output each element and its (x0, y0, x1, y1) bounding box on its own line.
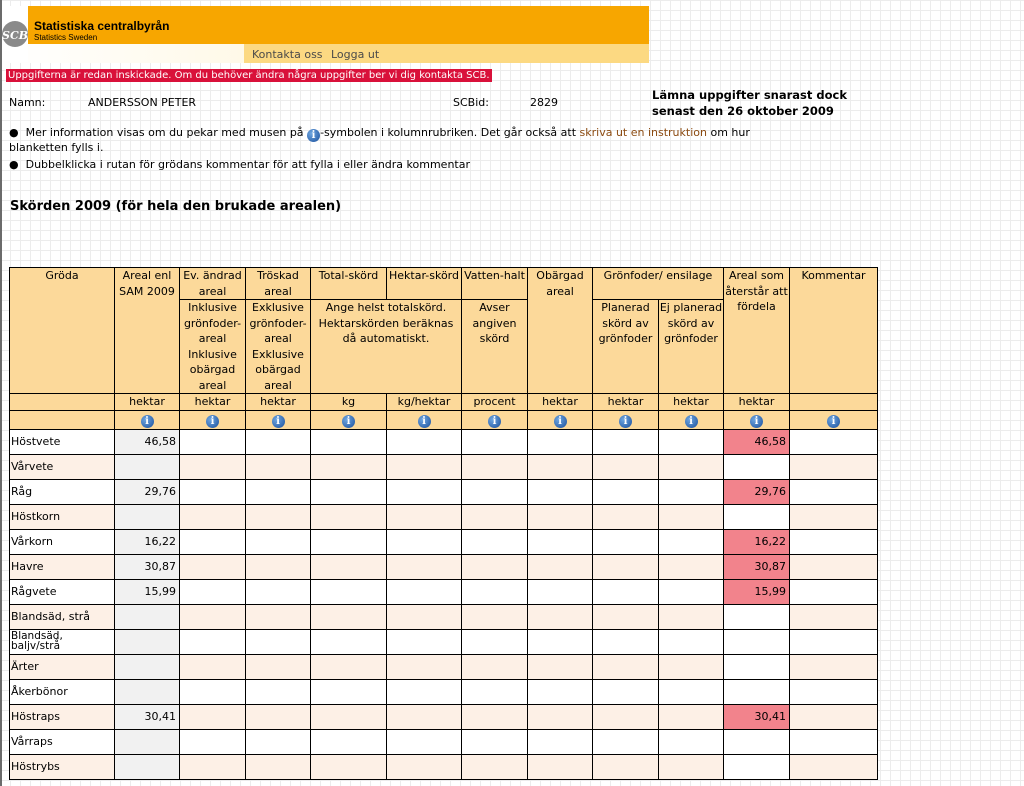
unharvested-input[interactable] (528, 704, 593, 729)
info-icon-cell (724, 410, 790, 429)
unplanned-fodder-input[interactable] (659, 504, 724, 529)
water-content-input[interactable] (462, 629, 528, 654)
name-value: ANDERSSON PETER (88, 96, 197, 109)
remaining-area-cell (724, 504, 790, 529)
instruction-2-text: Dubbelklicka i rutan för grödans kommentar för att fylla i eller ändra kommentar (25, 158, 470, 171)
org-subtitle: Statistics Sweden (34, 33, 98, 42)
header-fade (2, 44, 244, 63)
area-sam-cell: 29,76 (115, 479, 180, 504)
crop-name: Vårkorn (10, 529, 115, 554)
changed-area-input[interactable] (180, 679, 246, 704)
comment-cell[interactable] (790, 654, 878, 679)
hectare-harvest-input[interactable] (387, 554, 462, 579)
water-content-input[interactable] (462, 579, 528, 604)
planned-fodder-input[interactable] (593, 479, 659, 504)
instruction-bullet-2 (9, 158, 470, 171)
comment-cell[interactable] (790, 754, 878, 779)
remaining-area-cell (724, 604, 790, 629)
table-row (10, 629, 878, 654)
info-icon[interactable]: i (827, 415, 840, 428)
table-row (10, 704, 878, 729)
area-sam-cell (115, 754, 180, 779)
remaining-area-cell (724, 454, 790, 479)
planned-fodder-input[interactable] (593, 754, 659, 779)
unit-crop (10, 394, 115, 411)
table-row (10, 554, 878, 579)
unharvested-input[interactable] (528, 504, 593, 529)
unharvested-input[interactable] (528, 654, 593, 679)
changed-area-input[interactable] (180, 529, 246, 554)
instruction-bullet-1 (9, 126, 750, 142)
remaining-area-cell (724, 654, 790, 679)
changed-area-input[interactable] (180, 704, 246, 729)
instruction-1-post: om hur (710, 126, 750, 139)
total-harvest-input[interactable] (311, 529, 387, 554)
info-icon[interactable]: i (554, 415, 567, 428)
unit-cell (790, 394, 878, 411)
unit-cell: kg (311, 394, 387, 411)
deadline-line-1: Lämna uppgifter snarast dock (652, 88, 847, 102)
total-harvest-input[interactable] (311, 704, 387, 729)
unplanned-fodder-input[interactable] (659, 479, 724, 504)
unharvested-input[interactable] (528, 529, 593, 554)
total-harvest-input[interactable] (311, 604, 387, 629)
changed-area-input[interactable] (180, 579, 246, 604)
name-label: Namn: (9, 96, 46, 109)
planned-fodder-input[interactable] (593, 654, 659, 679)
comment-cell[interactable] (790, 729, 878, 754)
window-left-border (0, 0, 2, 786)
col-subheader-harvest: Ange helst totalskörd. Hektarskörden beräknas då automatiskt. (311, 300, 462, 394)
unit-cell: procent (462, 394, 528, 411)
unplanned-fodder-input[interactable] (659, 554, 724, 579)
hectare-harvest-input[interactable] (387, 754, 462, 779)
threshed-area-input[interactable] (246, 629, 311, 654)
hectare-harvest-input[interactable] (387, 479, 462, 504)
total-harvest-input[interactable] (311, 729, 387, 754)
col-subheader-threshed-area: Exklusive grönfoder-areal Exklusive obärgad areal (246, 300, 311, 394)
unplanned-fodder-input[interactable] (659, 729, 724, 754)
comment-cell[interactable] (790, 604, 878, 629)
info-icon-cell (387, 410, 462, 429)
area-sam-cell (115, 679, 180, 704)
changed-area-input[interactable] (180, 604, 246, 629)
info-icon[interactable]: i (141, 415, 154, 428)
table-row (10, 579, 878, 604)
threshed-area-input[interactable] (246, 529, 311, 554)
unharvested-input[interactable] (528, 554, 593, 579)
notice-banner: Uppgifterna är redan inskickade. Om du behöver ändra några uppgifter ber vi dig kontakta SCB. (8, 70, 490, 81)
planned-fodder-input[interactable] (593, 604, 659, 629)
scb-logo (2, 6, 28, 62)
crop-name: Rågvete (10, 579, 115, 604)
col-header-water-content: Vatten-halt (462, 268, 528, 300)
logout-link[interactable]: Logga ut (331, 48, 380, 61)
crop-name: Höstkorn (10, 504, 115, 529)
col-subheader-water: Avser angiven skörd (462, 300, 528, 394)
unharvested-input[interactable] (528, 729, 593, 754)
col-header-hectare-harvest: Hektar-skörd (387, 268, 462, 300)
remaining-area-cell: 30,87 (724, 554, 790, 579)
area-sam-cell (115, 604, 180, 629)
unharvested-input[interactable] (528, 629, 593, 654)
table-row (10, 754, 878, 779)
contact-link[interactable]: Kontakta oss (252, 48, 323, 61)
table-row (10, 429, 878, 454)
unit-cell: hektar (724, 394, 790, 411)
water-content-input[interactable] (462, 529, 528, 554)
changed-area-input[interactable] (180, 754, 246, 779)
col-subheader-unplanned: Ej planerad skörd av grönfoder (659, 300, 724, 394)
total-harvest-input[interactable] (311, 429, 387, 454)
table-row (10, 479, 878, 504)
crop-name: Höstvete (10, 429, 115, 454)
remaining-area-cell: 29,76 (724, 479, 790, 504)
unit-cell: hektar (528, 394, 593, 411)
crop-name: Havre (10, 554, 115, 579)
info-icon-cell (659, 410, 724, 429)
area-sam-cell: 15,99 (115, 579, 180, 604)
area-sam-cell (115, 629, 180, 654)
info-icon[interactable]: i (206, 415, 219, 428)
planned-fodder-input[interactable] (593, 454, 659, 479)
total-harvest-input[interactable] (311, 754, 387, 779)
unplanned-fodder-input[interactable] (659, 704, 724, 729)
planned-fodder-input[interactable] (593, 554, 659, 579)
unharvested-input[interactable] (528, 479, 593, 504)
info-icon-cell (593, 410, 659, 429)
info-icon[interactable]: i (750, 415, 763, 428)
hectare-harvest-input[interactable] (387, 654, 462, 679)
threshed-area-input[interactable] (246, 479, 311, 504)
changed-area-input[interactable] (180, 554, 246, 579)
section-title: Skörden 2009 (för hela den brukade arealen) (10, 199, 342, 214)
unplanned-fodder-input[interactable] (659, 454, 724, 479)
crop-name: Blandsäd, strå (10, 604, 115, 629)
unplanned-fodder-input[interactable] (659, 604, 724, 629)
planned-fodder-input[interactable] (593, 504, 659, 529)
unit-cell: hektar (246, 394, 311, 411)
comment-cell[interactable] (790, 629, 878, 654)
changed-area-input[interactable] (180, 429, 246, 454)
col-header-crop: Gröda (10, 268, 115, 394)
unit-cell: hektar (659, 394, 724, 411)
planned-fodder-input[interactable] (593, 429, 659, 454)
hectare-harvest-input[interactable] (387, 454, 462, 479)
area-sam-cell (115, 654, 180, 679)
water-content-input[interactable] (462, 679, 528, 704)
threshed-area-input[interactable] (246, 704, 311, 729)
area-sam-cell: 46,58 (115, 429, 180, 454)
info-icon-cell (311, 410, 387, 429)
changed-area-input[interactable] (180, 654, 246, 679)
info-icon[interactable]: i (488, 415, 501, 428)
hectare-harvest-input[interactable] (387, 629, 462, 654)
nav-bar (244, 44, 649, 63)
threshed-area-input[interactable] (246, 679, 311, 704)
water-content-input[interactable] (462, 654, 528, 679)
crop-name: Höstraps (10, 704, 115, 729)
planned-fodder-input[interactable] (593, 729, 659, 754)
remaining-area-cell: 46,58 (724, 429, 790, 454)
changed-area-input[interactable] (180, 479, 246, 504)
unit-cell: kg/hektar (387, 394, 462, 411)
comment-cell[interactable] (790, 679, 878, 704)
comment-cell[interactable] (790, 554, 878, 579)
col-header-remaining-area: Areal som återstår att fördela (724, 268, 790, 394)
col-subheader-planned: Planerad skörd av grönfoder (593, 300, 659, 394)
unit-cell: hektar (593, 394, 659, 411)
table-row (10, 529, 878, 554)
water-content-input[interactable] (462, 754, 528, 779)
unplanned-fodder-input[interactable] (659, 579, 724, 604)
info-icon-cell (528, 410, 593, 429)
water-content-input[interactable] (462, 429, 528, 454)
comment-cell[interactable] (790, 704, 878, 729)
scbid-value: 2829 (530, 96, 558, 109)
area-sam-cell (115, 504, 180, 529)
threshed-area-input[interactable] (246, 454, 311, 479)
remaining-area-cell (724, 729, 790, 754)
threshed-area-input[interactable] (246, 554, 311, 579)
crop-name: Åkerbönor (10, 679, 115, 704)
hectare-harvest-input[interactable] (387, 729, 462, 754)
comment-cell[interactable] (790, 429, 878, 454)
col-header-unharvested: Obärgad areal (528, 268, 593, 394)
info-icon-cell (462, 410, 528, 429)
planned-fodder-input[interactable] (593, 629, 659, 654)
remaining-area-cell: 30,41 (724, 704, 790, 729)
water-content-input[interactable] (462, 604, 528, 629)
hectare-harvest-input[interactable] (387, 679, 462, 704)
comment-cell[interactable] (790, 529, 878, 554)
col-header-comment: Kommentar (790, 268, 878, 394)
water-content-input[interactable] (462, 729, 528, 754)
unit-cell: hektar (180, 394, 246, 411)
bullet-icon: ● (9, 158, 19, 171)
unharvested-input[interactable] (528, 754, 593, 779)
info-icon-cell (246, 410, 311, 429)
instruction-1-line2: blanketten fylls i. (9, 141, 104, 154)
crop-name: Vårraps (10, 729, 115, 754)
info-icon: i (307, 129, 320, 142)
unharvested-input[interactable] (528, 579, 593, 604)
unplanned-fodder-input[interactable] (659, 679, 724, 704)
water-content-input[interactable] (462, 504, 528, 529)
planned-fodder-input[interactable] (593, 579, 659, 604)
harvest-table (9, 267, 878, 780)
scbid-label: SCBid: (453, 96, 489, 109)
table-row (10, 729, 878, 754)
unplanned-fodder-input[interactable] (659, 429, 724, 454)
table-row (10, 654, 878, 679)
unit-cell: hektar (115, 394, 180, 411)
total-harvest-input[interactable] (311, 679, 387, 704)
org-name: Statistiska centralbyrån (34, 19, 170, 33)
total-harvest-input[interactable] (311, 579, 387, 604)
total-harvest-input[interactable] (311, 554, 387, 579)
hectare-harvest-input[interactable] (387, 529, 462, 554)
total-harvest-input[interactable] (311, 654, 387, 679)
instruction-1-mid: -symbolen i kolumnrubriken. Det går också att (320, 126, 577, 139)
planned-fodder-input[interactable] (593, 679, 659, 704)
total-harvest-input[interactable] (311, 454, 387, 479)
unharvested-input[interactable] (528, 604, 593, 629)
comment-cell[interactable] (790, 504, 878, 529)
area-sam-cell (115, 454, 180, 479)
comment-cell[interactable] (790, 454, 878, 479)
hectare-harvest-input[interactable] (387, 429, 462, 454)
info-icon-cell (790, 410, 878, 429)
area-sam-cell (115, 729, 180, 754)
unharvested-input[interactable] (528, 429, 593, 454)
col-header-total-harvest: Total-skörd (311, 268, 387, 300)
changed-area-input[interactable] (180, 454, 246, 479)
crop-name: Råg (10, 479, 115, 504)
threshed-area-input[interactable] (246, 729, 311, 754)
water-content-input[interactable] (462, 454, 528, 479)
total-harvest-input[interactable] (311, 504, 387, 529)
unplanned-fodder-input[interactable] (659, 654, 724, 679)
total-harvest-input[interactable] (311, 479, 387, 504)
unharvested-input[interactable] (528, 679, 593, 704)
col-header-changed-area: Ev. ändrad areal (180, 268, 246, 300)
hectare-harvest-input[interactable] (387, 704, 462, 729)
col-header-area-sam: Areal enl SAM 2009 (115, 268, 180, 394)
table-row (10, 604, 878, 629)
changed-area-input[interactable] (180, 629, 246, 654)
remaining-area-cell: 16,22 (724, 529, 790, 554)
info-icon[interactable]: i (272, 415, 285, 428)
bullet-icon: ● (9, 126, 19, 139)
info-icon[interactable]: i (619, 415, 632, 428)
remaining-area-cell: 15,99 (724, 579, 790, 604)
unplanned-fodder-input[interactable] (659, 529, 724, 554)
changed-area-input[interactable] (180, 504, 246, 529)
info-icon-cell (115, 410, 180, 429)
table-row (10, 504, 878, 529)
changed-area-input[interactable] (180, 729, 246, 754)
crop-name: Höstrybs (10, 754, 115, 779)
planned-fodder-input[interactable] (593, 529, 659, 554)
col-header-threshed-area: Tröskad areal (246, 268, 311, 300)
crop-name: Vårvete (10, 454, 115, 479)
remaining-area-cell (724, 754, 790, 779)
threshed-area-input[interactable] (246, 754, 311, 779)
threshed-area-input[interactable] (246, 429, 311, 454)
icon-cell-empty (10, 410, 115, 429)
hectare-harvest-input[interactable] (387, 604, 462, 629)
instruction-1-pre: Mer information visas om du pekar med musen på (25, 126, 304, 139)
crop-name: Ärter (10, 654, 115, 679)
threshed-area-input[interactable] (246, 604, 311, 629)
unharvested-input[interactable] (528, 454, 593, 479)
area-sam-cell: 16,22 (115, 529, 180, 554)
unplanned-fodder-input[interactable] (659, 629, 724, 654)
print-instruction-link[interactable]: skriva ut en instruktion (579, 126, 707, 139)
info-icon-cell (180, 410, 246, 429)
threshed-area-input[interactable] (246, 654, 311, 679)
table-row (10, 679, 878, 704)
water-content-input[interactable] (462, 554, 528, 579)
remaining-area-cell (724, 679, 790, 704)
total-harvest-input[interactable] (311, 629, 387, 654)
planned-fodder-input[interactable] (593, 704, 659, 729)
info-icon[interactable]: i (418, 415, 431, 428)
remaining-area-cell (724, 629, 790, 654)
area-sam-cell: 30,41 (115, 704, 180, 729)
crop-name: Blandsäd, baljv/strå (10, 629, 115, 654)
col-header-green-fodder: Grönfoder/ ensilage (593, 268, 724, 300)
comment-cell[interactable] (790, 579, 878, 604)
water-content-input[interactable] (462, 704, 528, 729)
col-subheader-changed-area: Inklusive grönfoder-areal Inklusive obärgad areal (180, 300, 246, 394)
threshed-area-input[interactable] (246, 579, 311, 604)
water-content-input[interactable] (462, 479, 528, 504)
table-row (10, 454, 878, 479)
hectare-harvest-input[interactable] (387, 504, 462, 529)
unplanned-fodder-input[interactable] (659, 754, 724, 779)
area-sam-cell: 30,87 (115, 554, 180, 579)
deadline-line-2: senast den 26 oktober 2009 (652, 104, 834, 118)
logo-letters: SCB (2, 29, 28, 42)
hectare-harvest-input[interactable] (387, 579, 462, 604)
threshed-area-input[interactable] (246, 504, 311, 529)
info-icon[interactable]: i (342, 415, 355, 428)
info-icon[interactable]: i (685, 415, 698, 428)
comment-cell[interactable] (790, 479, 878, 504)
